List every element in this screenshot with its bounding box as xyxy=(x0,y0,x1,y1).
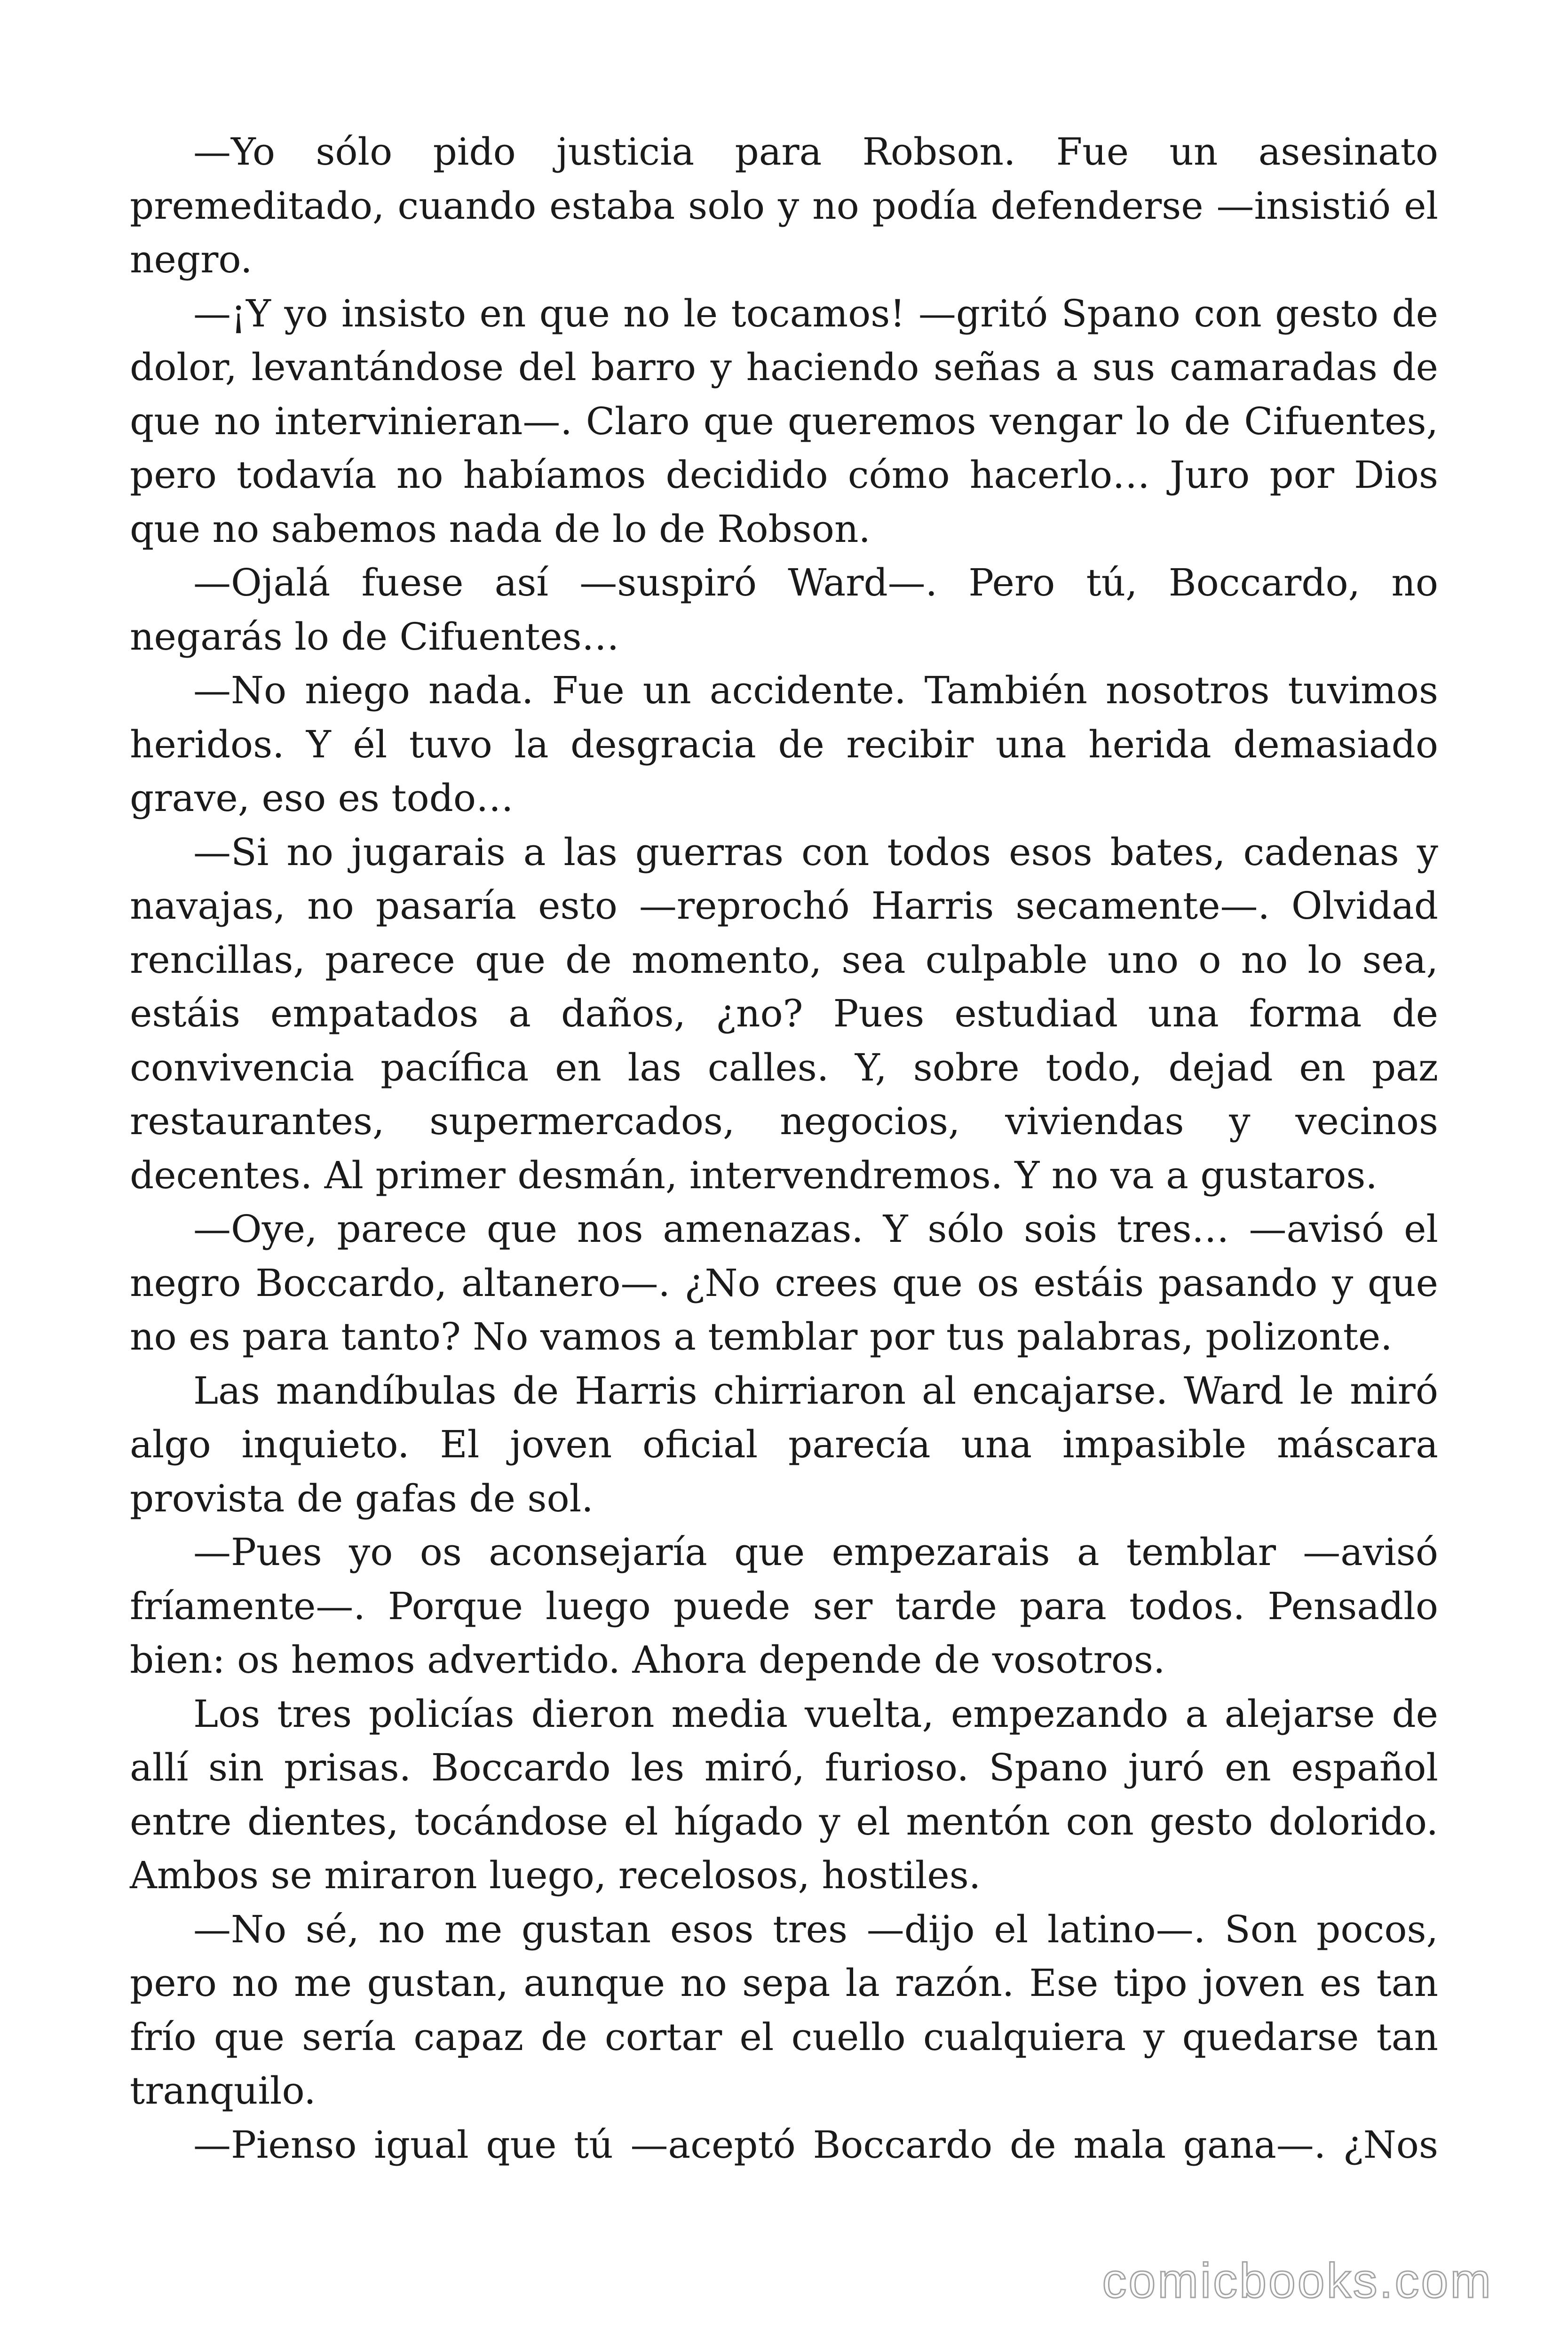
paragraph-7: Las mandíbulas de Harris chirriaron al encajarse. Ward le miró algo inquieto. El joven oficial parecía una impasible máscara provista de gafas de sol. xyxy=(130,1368,1438,1520)
paragraph-9: Los tres policías dieron media vuelta, empezando a alejarse de allí sin prisas. Boccardo les miró, furioso. Spano juró en español entre dientes, tocándose el hígado y el mentón con gesto dolorido. Ambos se miraron luego, recelosos, hostiles. xyxy=(130,1692,1438,1897)
paragraph-3: —Ojalá fuese así —suspiró Ward—. Pero tú, Boccardo, no negarás lo de Cifuentes… xyxy=(130,561,1438,659)
paragraph-5: —Si no jugarais a las guerras con todos esos bates, cadenas y navajas, no pasaría esto —reprochó Harris secamente—. Olvidad rencillas, parece que de momento, sea culpable uno o no lo sea, estáis empatados a daños, ¿no? Pues estudiad una forma de convivencia pacífica en las calles. Y, sobre todo, dejad en paz restaurantes, supermercados, negocios, viviendas y vecinos decentes. Al primer desmán, intervendremos. Y no va a gustaros. xyxy=(130,830,1438,1197)
paragraph-6: —Oye, parece que nos amenazas. Y sólo sois tres… —avisó el negro Boccardo, altanero—. ¿No crees que os estáis pasando y que no es para tanto? No vamos a temblar por tus palabras, polizonte. xyxy=(130,1207,1438,1359)
paragraph-2: —¡Y yo insisto en que no le tocamos! —gritó Spano con gesto de dolor, levantándose del barro y haciendo señas a sus camaradas de que no intervinieran—. Claro que queremos vengar lo de Cifuentes, pero todavía no habíamos decidido cómo hacerlo… Juro por Dios que no sabemos nada de lo de Robson. xyxy=(130,291,1438,551)
paragraph-1: —Yo sólo pido justicia para Robson. Fue un asesinato premeditado, cuando estaba solo y no podía defenderse —insistió el negro. xyxy=(130,130,1438,281)
page-body xyxy=(130,125,1438,2172)
paragraph-11-continued: —Pienso igual que tú —aceptó Boccardo de mala gana—. ¿Nos xyxy=(193,2122,1438,2167)
paragraph-4: —No niego nada. Fue un accidente. También nosotros tuvimos heridos. Y él tuvo la desgracia de recibir una herida demasiado grave, eso es todo… xyxy=(130,668,1438,820)
watermark-logo: comicbooks.com xyxy=(1102,2254,1493,2308)
paragraph-8: —Pues yo os aconsejaría que empezarais a temblar —avisó fríamente—. Porque luego puede ser tarde para todos. Pensadlo bien: os hemos advertido. Ahora depende de vosotros. xyxy=(130,1530,1438,1682)
paragraph-10: —No sé, no me gustan esos tres —dijo el latino—. Son pocos, pero no me gustan, aunque no sepa la razón. Ese tipo joven es tan frío que sería capaz de cortar el cuello cualquiera y quedarse tan tranquilo. xyxy=(130,1907,1438,2113)
